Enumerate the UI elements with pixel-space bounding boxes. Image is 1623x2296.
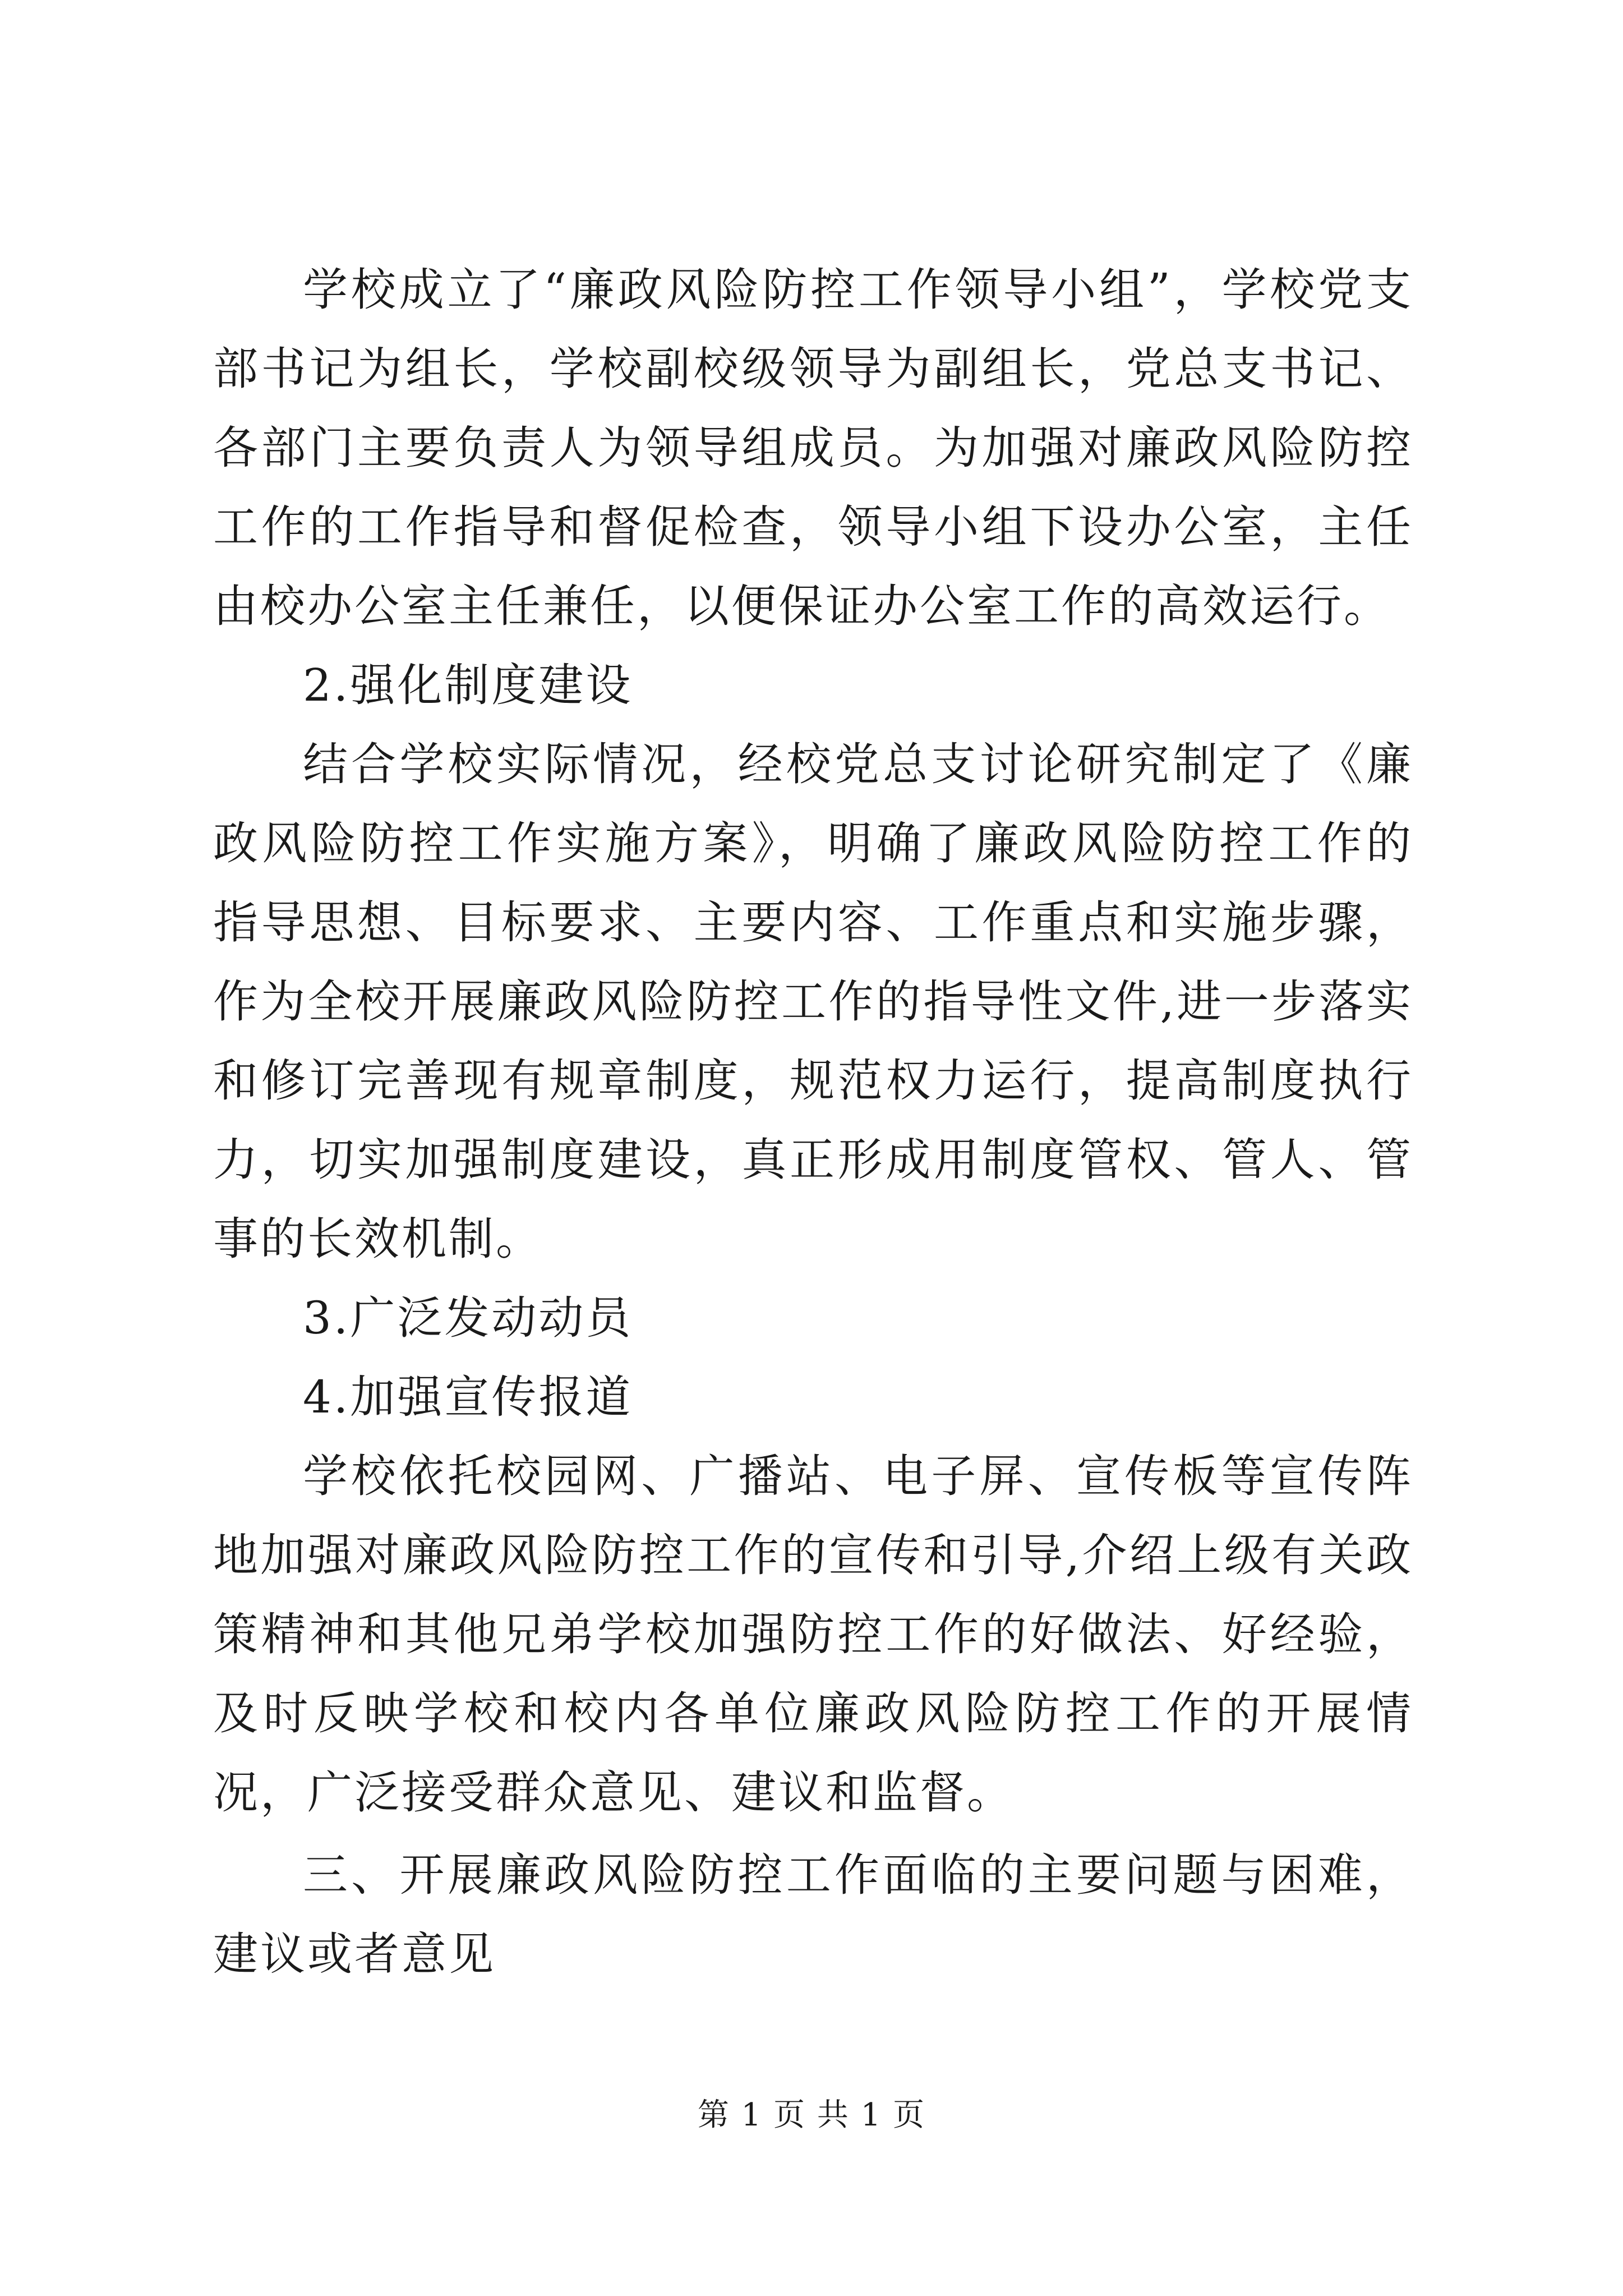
heading-publicity: 4.加强宣传报道	[303, 1371, 633, 1423]
heading-system-building: 2.强化制度建设	[303, 659, 633, 711]
section-heading-problems: 三、开展廉政风险防控工作面临的主要问题与困难，建议或者意见	[213, 1849, 1413, 1980]
document-body	[213, 250, 1413, 1994]
heading-mobilization: 3.广泛发动动员	[303, 1292, 633, 1344]
paragraph-publicity: 学校依托校园网、广播站、电子屏、宣传板等宣传阵地加强对廉政风险防控工作的宣传和引导,介绍上级有关政策精神和其他兄弟学校加强防控工作的好做法、好经验，及时反映学校和校内各单位廉政风险防控工作的开展情况，广泛接受群众意见、建议和监督。	[213, 1450, 1413, 1819]
paragraph-system-building: 结合学校实际情况，经校党总支讨论研究制定了《廉政风险防控工作实施方案》，明确了廉政风险防控工作的指导思想、目标要求、主要内容、工作重点和实施步骤，作为全校开展廉政风险防控工作的指导性文件,进一步落实和修订完善现有规章制度，规范权力运行，提高制度执行力，切实加强制度建设，真正形成用制度管权、管人、管事的长效机制。	[213, 738, 1413, 1265]
paragraph-leadership-group: 学校成立了“廉政风险防控工作领导小组”，学校党支部书记为组长，学校副校级领导为副组长，党总支书记、各部门主要负责人为领导组成员。为加强对廉政风险防控工作的工作指导和督促检查，领导小组下设办公室，主任由校办公室主任兼任，以便保证办公室工作的高效运行。	[213, 264, 1413, 632]
page-footer: 第 1 页 共 1 页	[697, 2097, 926, 2133]
